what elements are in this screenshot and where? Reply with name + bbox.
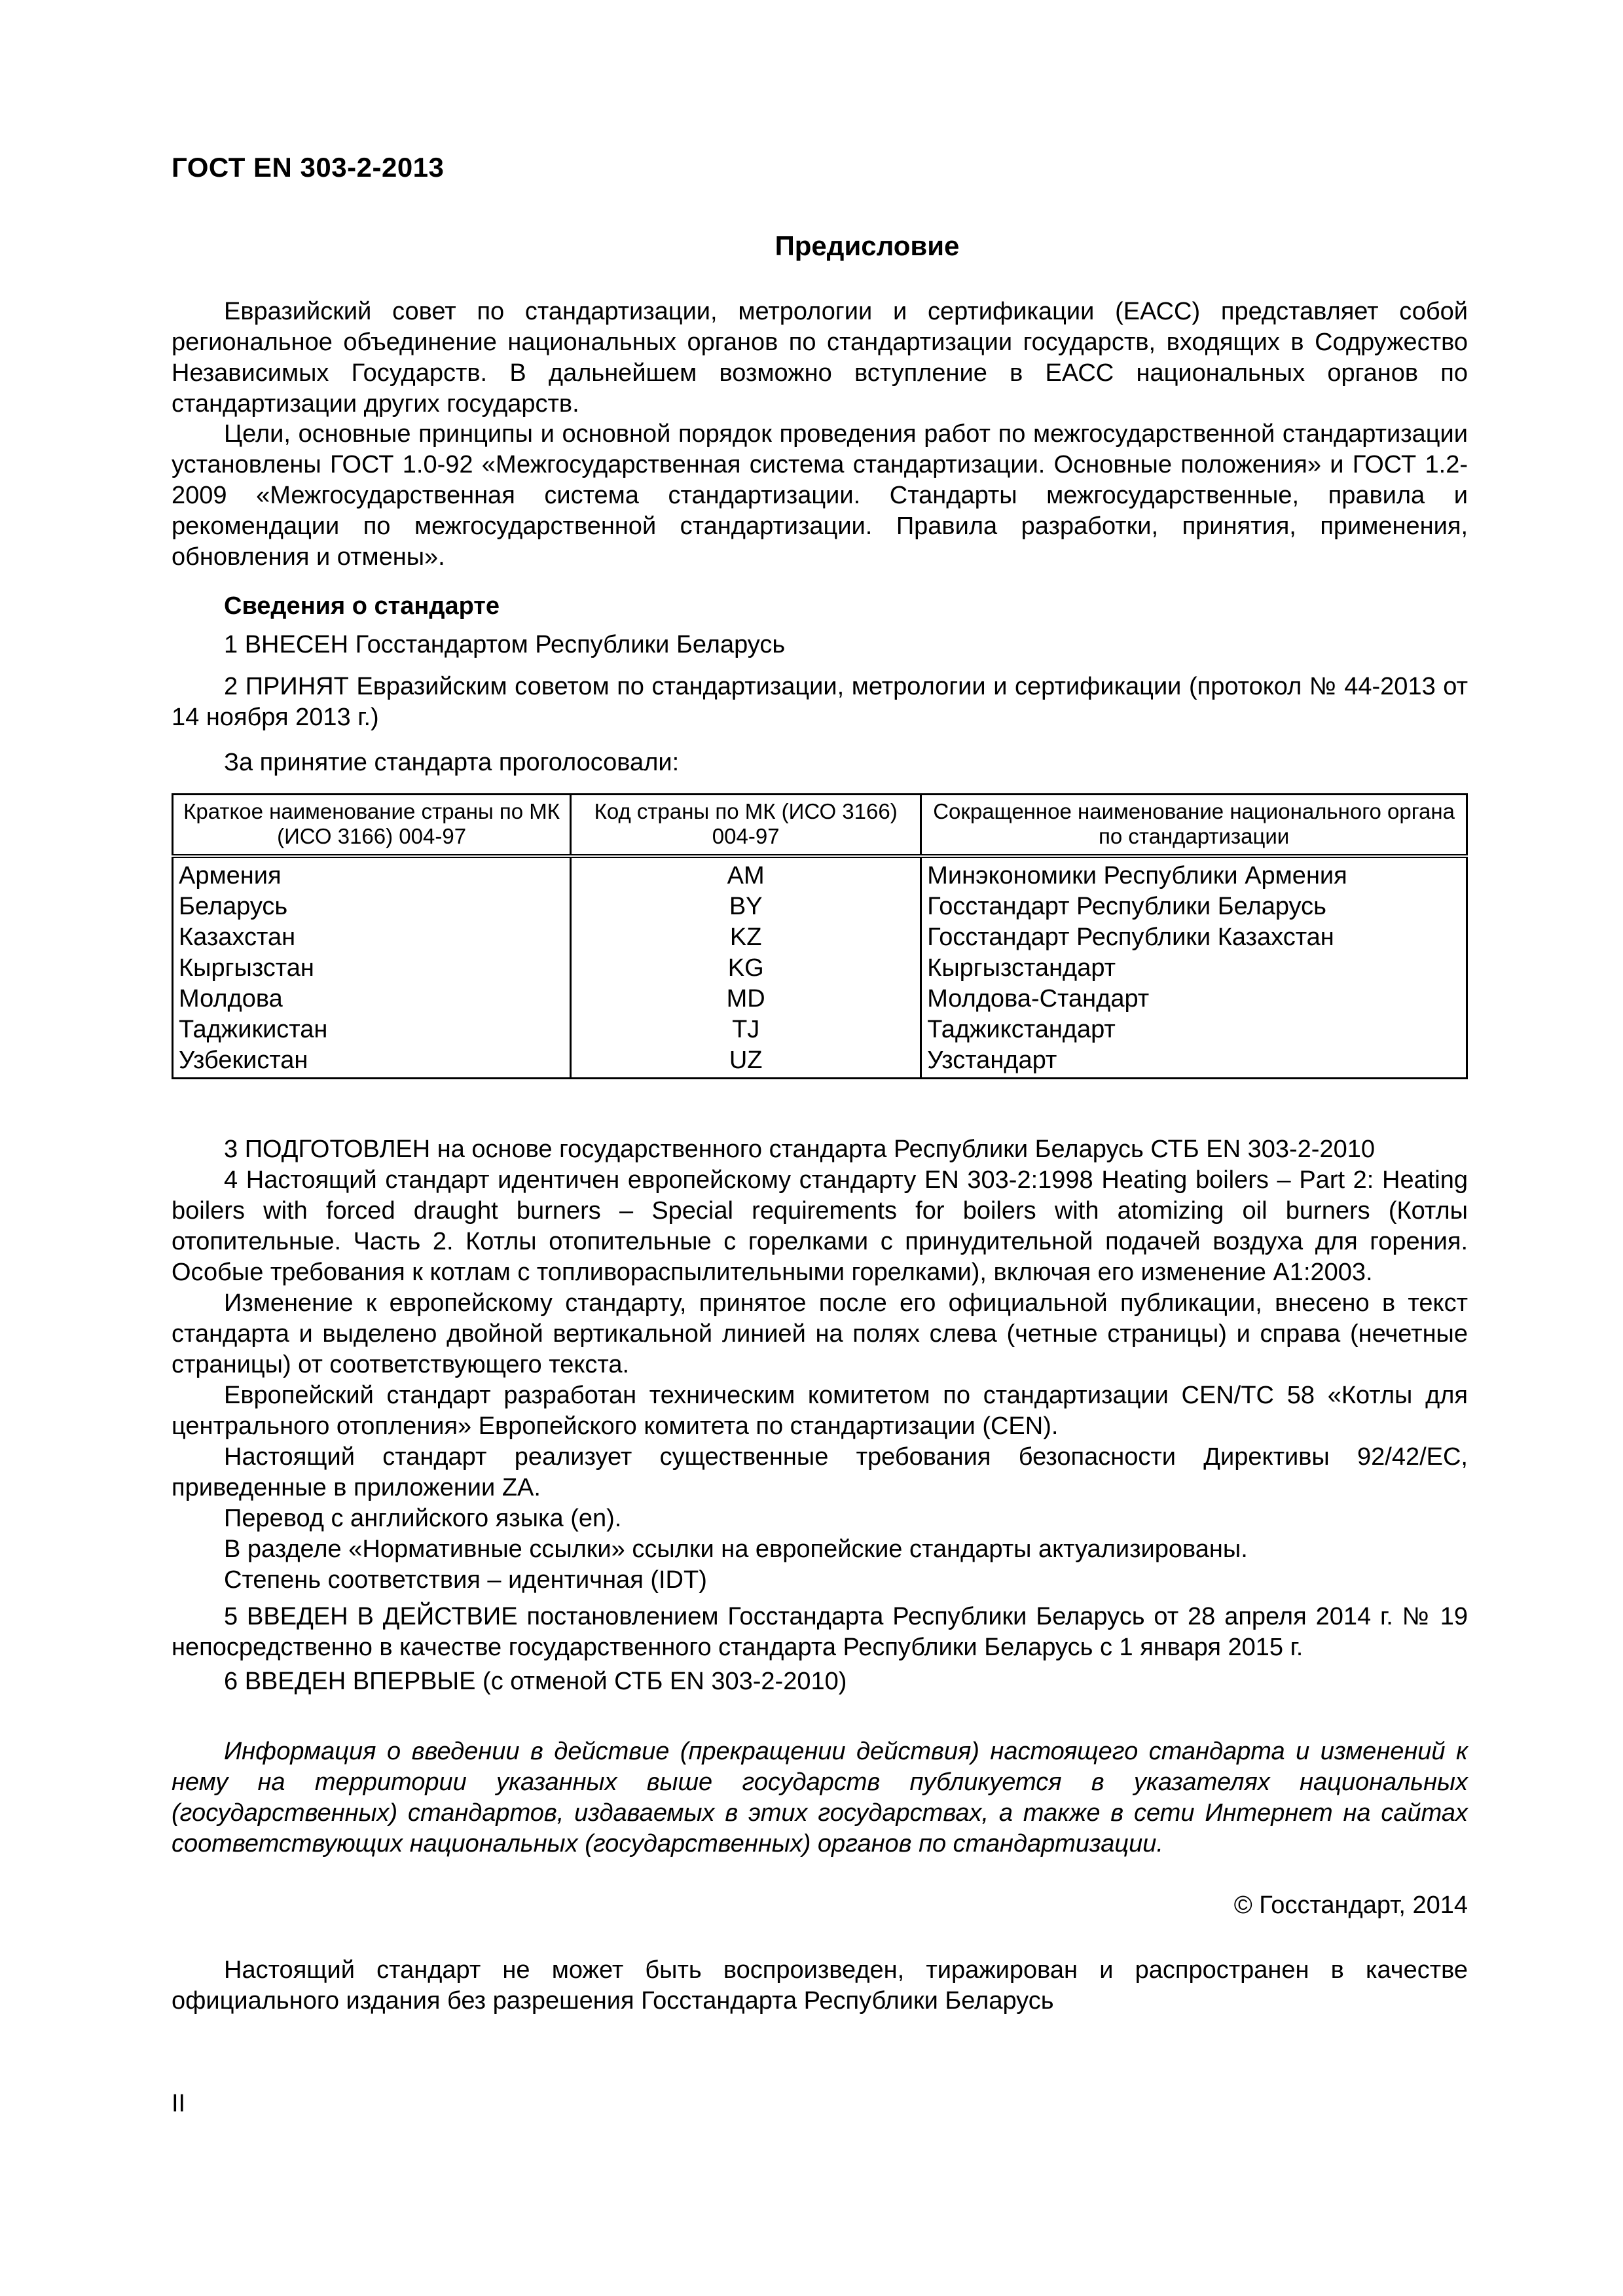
items-3-4-section	[172, 1134, 1468, 1596]
country-code: KG	[571, 953, 921, 984]
header-country-name: Краткое наименование страны по МК (ИСО 3166) 004-97	[173, 795, 571, 857]
table-row	[173, 1014, 1467, 1045]
reproduction-block	[172, 1955, 1468, 2017]
info-heading-block	[172, 591, 1468, 622]
table-row	[173, 856, 1467, 891]
item-2: 2 ПРИНЯТ Евразийским советом по стандартизации, метрологии и сертификации (протокол № 44-2013 от 14 ноября 2013 г.)	[172, 673, 1468, 731]
country-code: KZ	[571, 922, 921, 953]
table-header-row	[173, 795, 1467, 857]
standards-body: Таджикстандарт	[921, 1014, 1467, 1045]
page-title: Предисловие	[775, 230, 960, 261]
table-row	[173, 922, 1467, 953]
item-2-block	[172, 672, 1468, 733]
country-name: Армения	[173, 856, 571, 891]
intro-section-2	[172, 419, 1468, 573]
country-name: Таджикистан	[173, 1014, 571, 1045]
intro-section	[172, 296, 1468, 420]
header-standards-body: Сокращенное наименование национального органа по стандартизации	[921, 795, 1467, 857]
standards-body: Госстандарт Республики Казахстан	[921, 922, 1467, 953]
intro-paragraph-2: Цели, основные принципы и основной порядок проведения работ по межгосударственной стандартизации установлены ГОСТ 1.0-92 «Межгосударственная система стандартизации. Основные положения» и ГОСТ 1.2-2009 «Межгосударственная система стандартизации. Стандарты межгосударственные, правила и рекомендации по межгосударственной стандартизации. Правила разработки, принятия, применения, обновления и отмены».	[172, 420, 1468, 571]
item-1-block	[172, 630, 1468, 660]
standards-body: Госстандарт Республики Беларусь	[921, 891, 1467, 922]
country-code: MD	[571, 984, 921, 1014]
vote-intro-block	[172, 747, 1468, 778]
intro-paragraph-1: Евразийский совет по стандартизации, метрологии и сертификации (ЕАСС) представляет собой региональное объединение национальных органов по стандартизации государств, входящих в Содружество Независимых Государств. В дальнейшем возможно вступление в ЕАСС национальных органов по стандартизации других государств.	[172, 298, 1468, 418]
table-row	[173, 891, 1467, 922]
table-row	[173, 1045, 1467, 1079]
copyright: © Госстандарт, 2014	[1233, 1892, 1468, 1919]
notice-block	[172, 1736, 1468, 1859]
item-6: 6 ВВЕДЕН ВПЕРВЫЕ (с отменой СТБ EN 303-2-2010)	[224, 1668, 847, 1695]
vote-intro: За принятие стандарта проголосовали:	[224, 749, 680, 776]
directive-note: Настоящий стандарт реализует существенные требования безопасности Директивы 92/42/EC, приведенные в приложении ZA.	[172, 1443, 1468, 1501]
table-row	[173, 984, 1467, 1014]
country-name: Казахстан	[173, 922, 571, 953]
standards-body: Молдова-Стандарт	[921, 984, 1467, 1014]
header-country-code: Код страны по МК (ИСО 3166) 004-97	[571, 795, 921, 857]
amendment-note: Изменение к европейскому стандарту, принятое после его официальной публикации, внесено в текст стандарта и выделено двойной вертикальной линией на полях слева (четные страницы) и справа (нечетные страницы) от соответствующего текста.	[172, 1289, 1468, 1378]
standards-body: Узстандарт	[921, 1045, 1467, 1079]
country-name: Кыргызстан	[173, 953, 571, 984]
country-code: UZ	[571, 1045, 921, 1079]
references-note: В разделе «Нормативные ссылки» ссылки на европейские стандарты актуализированы.	[224, 1535, 1248, 1563]
country-name: Молдова	[173, 984, 571, 1014]
voting-table	[172, 793, 1468, 1079]
info-heading: Сведения о стандарте	[224, 592, 500, 620]
page-number: II	[172, 2090, 186, 2117]
conformity-note: Степень соответствия – идентичная (IDT)	[224, 1566, 707, 1594]
item-5-block	[172, 1602, 1468, 1663]
item-4: 4 Настоящий стандарт идентичен европейскому стандарту EN 303-2:1998 Heating boilers – Part 2: Heating boilers with forced draught burners – Special requirements for boilers with atomizing oil burners (Котлы отопительные. Часть 2. Котлы отопительные с горелками с принудительной подачей воздуха для горения. Особые требования к котлам с топливораспылительными горелками), включая его изменение A1:2003.	[172, 1166, 1468, 1286]
country-code: AM	[571, 856, 921, 891]
country-code: TJ	[571, 1014, 921, 1045]
committee-note: Европейский стандарт разработан техническим комитетом по стандартизации CEN/TC 58 «Котлы для центрального отопления» Европейского комитета по стандартизации (CEN).	[172, 1382, 1468, 1440]
country-code: BY	[571, 891, 921, 922]
reproduction-notice: Настоящий стандарт не может быть воспроизведен, тиражирован и распространен в качестве официального издания без разрешения Госстандарта Республики Беларусь	[172, 1956, 1468, 2015]
translation-note: Перевод с английского языка (en).	[224, 1505, 622, 1532]
table-row	[173, 953, 1467, 984]
standards-body: Минэкономики Республики Армения	[921, 856, 1467, 891]
item-1: 1 ВНЕСЕН Госстандартом Республики Беларусь	[224, 631, 786, 658]
standards-body: Кыргызстандарт	[921, 953, 1467, 984]
publication-notice: Информация о введении в действие (прекращении действия) настоящего стандарта и изменений к нему на территории указанных выше государств публикуется в указателях национальных (государственных) стандартов, издаваемых в этих государствах, а также в сети Интернет на сайтах соответствующих национальных (государственных) органов по стандартизации.	[172, 1738, 1468, 1857]
country-name: Беларусь	[173, 891, 571, 922]
item-6-block	[172, 1666, 1468, 1697]
item-3: 3 ПОДГОТОВЛЕН на основе государственного стандарта Республики Беларусь СТБ EN 303-2-2010	[224, 1136, 1375, 1163]
country-name: Узбекистан	[173, 1045, 571, 1079]
item-5: 5 ВВЕДЕН В ДЕЙСТВИЕ постановлением Госстандарта Республики Беларусь от 28 апреля 2014 г. № 19 непосредственно в качестве государственного стандарта Республики Беларусь с 1 января 2015 г.	[172, 1603, 1468, 1661]
document-code: ГОСТ EN 303-2-2013	[172, 152, 445, 183]
